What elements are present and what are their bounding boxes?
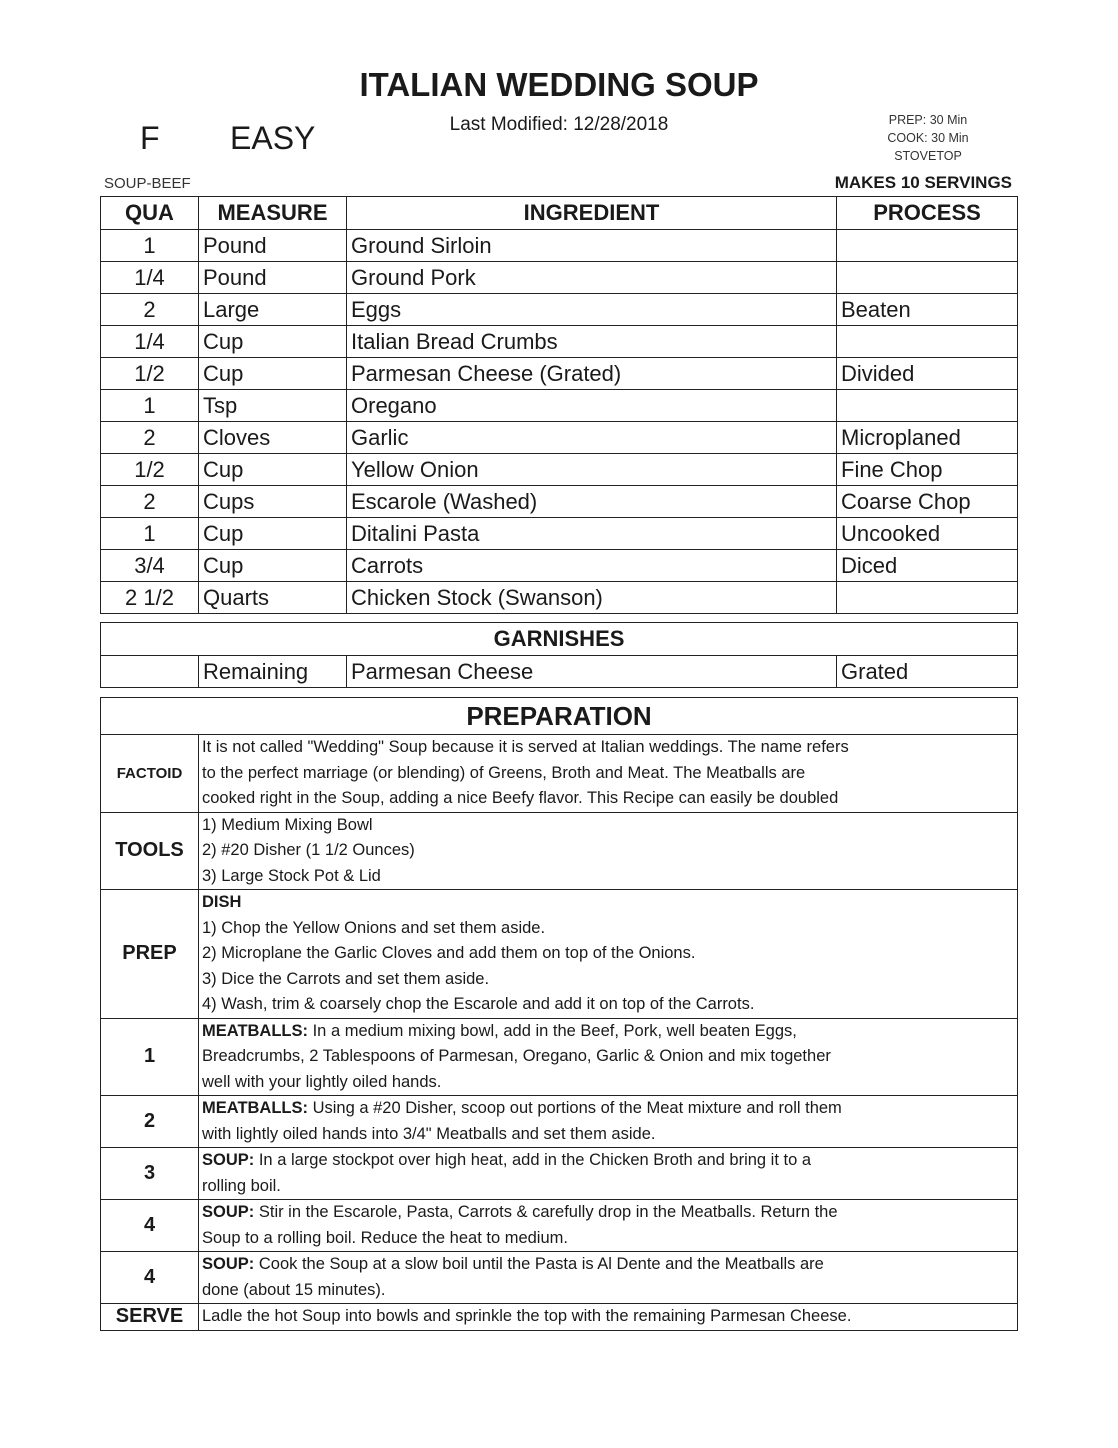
step-lead: SOUP: (202, 1255, 255, 1273)
tool-item: 1) Medium Mixing Bowl (202, 815, 373, 834)
step-text (199, 1148, 1018, 1200)
difficulty-level: EASY (230, 120, 316, 156)
cell-process: Microplaned (837, 422, 1018, 454)
serve-text: Ladle the hot Soup into bowls and sprinkle the top with the remaining Parmesan Cheese. (199, 1304, 1018, 1331)
cell-qua: 1/2 (101, 358, 199, 390)
garnishes-table (100, 622, 1018, 688)
text-line: to the perfect marriage (or blending) of Greens, Broth and Meat. The Meatballs are (202, 763, 806, 782)
ingredients-table (100, 196, 1018, 614)
text-line (202, 1122, 1014, 1148)
cell-measure: Cup (199, 550, 347, 582)
step-line: In a medium mixing bowl, add in the Beef, Pork, well beaten Eggs, (308, 1021, 797, 1040)
cook-method: STOVETOP (894, 149, 962, 163)
header-qua: QUA (101, 197, 199, 230)
step-line: with lightly oiled hands into 3/4" Meatballs and set them aside. (202, 1124, 656, 1143)
text-line (202, 1019, 1014, 1045)
cell-measure: Large (199, 294, 347, 326)
step-line: done (about 15 minutes). (202, 1280, 386, 1299)
tool-item: 3) Large Stock Pot & Lid (202, 866, 381, 885)
step-number: 4 (101, 1200, 199, 1252)
cell-ingredient: Ground Sirloin (347, 230, 837, 262)
tool-item: 2) #20 Disher (1 1/2 Ounces) (202, 841, 415, 859)
preparation-header-row (101, 698, 1018, 735)
factoid-label: FACTOID (101, 735, 199, 813)
cell-measure: Remaining (199, 656, 347, 688)
cell-process (837, 326, 1018, 358)
cell-ingredient: Carrots (347, 550, 837, 582)
preparation-table (100, 697, 1018, 1331)
table-row (101, 422, 1018, 454)
cell-qua: 2 (101, 294, 199, 326)
text-line (202, 1226, 1014, 1252)
cell-measure: Tsp (199, 390, 347, 422)
table-row (101, 550, 1018, 582)
cell-process: Grated (837, 656, 1018, 688)
cell-measure: Cup (199, 454, 347, 486)
step-line: Stir in the Escarole, Pasta, Carrots & carefully drop in the Meatballs. Return the (254, 1203, 838, 1221)
cell-process (837, 390, 1018, 422)
cell-process: Coarse Chop (837, 486, 1018, 518)
factoid-row (101, 735, 1018, 813)
table-row (101, 230, 1018, 262)
prep-time: PREP: 30 Min (888, 113, 968, 127)
step-lead: SOUP: (202, 1151, 255, 1169)
cell-ingredient: Eggs (347, 294, 837, 326)
table-row (101, 390, 1018, 422)
step-row (101, 1096, 1018, 1148)
cell-measure: Cup (199, 358, 347, 390)
cell-ingredient: Italian Bread Crumbs (347, 326, 837, 358)
header-process: PROCESS (837, 197, 1018, 230)
garnishes-header-row (101, 623, 1018, 656)
text-line (202, 1200, 1014, 1226)
cell-measure: Cloves (199, 422, 347, 454)
cell-process (837, 262, 1018, 294)
cell-measure: Cup (199, 326, 347, 358)
cell-process (837, 230, 1018, 262)
serve-row (101, 1304, 1018, 1331)
prep-row (101, 890, 1018, 1019)
text-line (202, 1252, 1014, 1278)
cell-ingredient: Parmesan Cheese (Grated) (347, 358, 837, 390)
prep-heading: DISH (202, 893, 242, 911)
cell-ingredient: Ditalini Pasta (347, 518, 837, 550)
cell-process: Diced (837, 550, 1018, 582)
step-row (101, 1200, 1018, 1252)
text-line (202, 1096, 1014, 1122)
cook-time: COOK: 30 Min (887, 131, 969, 145)
recipe-category: SOUP-BEEF (104, 175, 191, 192)
cell-qua: 1/4 (101, 326, 199, 358)
cell-qua: 1 (101, 230, 199, 262)
step-text (199, 1096, 1018, 1148)
header-ingredient: INGREDIENT (347, 197, 837, 230)
table-row (101, 486, 1018, 518)
step-line: well with your lightly oiled hands. (202, 1072, 442, 1091)
step-number: 4 (101, 1252, 199, 1304)
ingredients-header-row (101, 197, 1018, 230)
step-line: Cook the Soup at a slow boil until the Pasta is Al Dente and the Meatballs are (254, 1255, 824, 1273)
prep-steps (199, 890, 1018, 1019)
step-line: Soup to a rolling boil. Reduce the heat to medium. (202, 1228, 568, 1247)
grade-letter: F (140, 120, 160, 156)
cell-qua: 1/2 (101, 454, 199, 486)
prep-step: 1) Chop the Yellow Onions and set them aside. (202, 918, 546, 937)
cell-measure: Cups (199, 486, 347, 518)
cell-qua: 2 1/2 (101, 582, 199, 614)
last-modified: Last Modified: 12/28/2018 (449, 114, 669, 135)
tools-list (199, 812, 1018, 890)
text-line: It is not called "Wedding" Soup because it is served at Italian weddings. The name refers (202, 738, 849, 756)
text-line (202, 1148, 1014, 1174)
text-line (202, 1174, 1014, 1200)
cell-ingredient: Chicken Stock (Swanson) (347, 582, 837, 614)
text-line (202, 1278, 1014, 1304)
factoid-text (199, 735, 1018, 813)
step-text (199, 1200, 1018, 1252)
cell-qua: 2 (101, 422, 199, 454)
step-text (199, 1252, 1018, 1304)
cell-ingredient: Parmesan Cheese (347, 656, 837, 688)
page-title: ITALIAN WEDDING SOUP (359, 66, 759, 103)
step-line: Breadcrumbs, 2 Tablespoons of Parmesan, Oregano, Garlic & Onion and mix together (202, 1047, 831, 1065)
prep-step: 3) Dice the Carrots and set them aside. (202, 969, 490, 988)
text-line (202, 1044, 1014, 1070)
step-number: 1 (101, 1018, 199, 1096)
step-number: 2 (101, 1096, 199, 1148)
cell-qua: 1 (101, 390, 199, 422)
cell-process: Beaten (837, 294, 1018, 326)
tools-row (101, 812, 1018, 890)
prep-step: 2) Microplane the Garlic Cloves and add them on top of the Onions. (202, 944, 696, 962)
step-row (101, 1148, 1018, 1200)
table-row (101, 358, 1018, 390)
cell-ingredient: Garlic (347, 422, 837, 454)
table-row (101, 326, 1018, 358)
cell-ingredient: Yellow Onion (347, 454, 837, 486)
cell-process: Uncooked (837, 518, 1018, 550)
tools-label: TOOLS (101, 812, 199, 890)
prep-label: PREP (101, 890, 199, 1019)
step-line: In a large stockpot over high heat, add in the Chicken Broth and bring it to a (254, 1151, 812, 1169)
table-row (101, 262, 1018, 294)
step-line: rolling boil. (202, 1176, 281, 1195)
step-text (199, 1018, 1018, 1096)
step-lead: SOUP: (202, 1203, 255, 1221)
prep-step: 4) Wash, trim & coarsely chop the Escarole and add it on top of the Carrots. (202, 995, 755, 1013)
cell-qua: 1 (101, 518, 199, 550)
table-row (101, 294, 1018, 326)
step-row (101, 1252, 1018, 1304)
text-line: cooked right in the Soup, adding a nice Beefy flavor. This Recipe can easily be doubled (202, 789, 839, 807)
step-number: 3 (101, 1148, 199, 1200)
cell-process (837, 582, 1018, 614)
cell-measure: Pound (199, 262, 347, 294)
cell-ingredient: Ground Pork (347, 262, 837, 294)
preparation-title: PREPARATION (101, 698, 1018, 735)
cell-ingredient: Escarole (Washed) (347, 486, 837, 518)
step-lead: MEATBALLS: (202, 1021, 309, 1040)
cell-measure: Cup (199, 518, 347, 550)
table-row (101, 518, 1018, 550)
serve-label: SERVE (101, 1304, 199, 1331)
cell-qua: 3/4 (101, 550, 199, 582)
cell-measure: Quarts (199, 582, 347, 614)
servings: MAKES 10 SERVINGS (834, 173, 1012, 192)
header-measure: MEASURE (199, 197, 347, 230)
table-row (101, 454, 1018, 486)
cell-process: Divided (837, 358, 1018, 390)
table-row (101, 582, 1018, 614)
cell-qua: 2 (101, 486, 199, 518)
step-line: Using a #20 Disher, scoop out portions of the Meat mixture and roll them (308, 1099, 842, 1117)
time-info (858, 111, 998, 165)
table-row (101, 656, 1018, 688)
cell-qua: 1/4 (101, 262, 199, 294)
garnishes-title: GARNISHES (101, 623, 1018, 656)
cell-measure: Pound (199, 230, 347, 262)
cell-ingredient: Oregano (347, 390, 837, 422)
step-lead: MEATBALLS: (202, 1099, 309, 1117)
step-row (101, 1018, 1018, 1096)
cell-qua (101, 656, 199, 688)
cell-process: Fine Chop (837, 454, 1018, 486)
text-line (202, 1070, 1014, 1096)
